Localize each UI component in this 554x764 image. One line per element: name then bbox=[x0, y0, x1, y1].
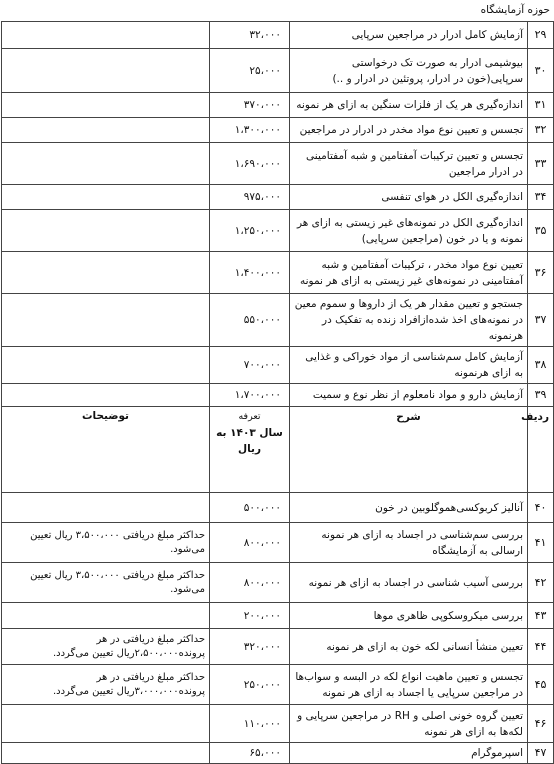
row-number: ۳۱ bbox=[528, 93, 554, 118]
row-description: تجسس و تعیین نوع مواد مخدر در ادرار در مراجعین bbox=[290, 118, 528, 143]
row-price: ۹۷۵،۰۰۰ bbox=[210, 185, 290, 210]
row-note bbox=[2, 49, 210, 93]
header-notes: توضیحات bbox=[2, 407, 210, 493]
table-row bbox=[2, 665, 554, 705]
table-header-row bbox=[2, 407, 554, 493]
row-number: ۴۳ bbox=[528, 603, 554, 629]
table-row bbox=[2, 629, 554, 665]
row-number: ۳۸ bbox=[528, 347, 554, 384]
row-price: ۵۵۰،۰۰۰ bbox=[210, 294, 290, 347]
row-description: تجسس و تعیین ترکیبات آمفتامین و شبه آمفتامینی در ادرار مراجعین bbox=[290, 143, 528, 185]
row-number: ۴۰ bbox=[528, 493, 554, 523]
row-number: ۴۲ bbox=[528, 563, 554, 603]
row-number: ۳۰ bbox=[528, 49, 554, 93]
row-description: اندازه‌گیری هر یک از فلزات سنگین به ازای هر نمونه bbox=[290, 93, 528, 118]
row-note: حداکثر مبلغ دریافتی ۳،۵۰۰،۰۰۰ ریال تعیین می‌شود. bbox=[2, 523, 210, 563]
header-description: شرح bbox=[290, 407, 528, 493]
row-price: ۸۰۰،۰۰۰ bbox=[210, 563, 290, 603]
row-description: آنالیز کربوکسی‌هموگلوبین در خون bbox=[290, 493, 528, 523]
row-number: ۳۶ bbox=[528, 252, 554, 294]
row-note: حداکثر مبلغ دریافتی در هر پرونده۲،۵۰۰،۰۰۰ریال تعیین می‌گردد. bbox=[2, 629, 210, 665]
row-number: ۳۷ bbox=[528, 294, 554, 347]
row-note bbox=[2, 743, 210, 764]
row-description: آزمایش کامل سم‌شناسی از مواد خوراکی و غذایی به ازای هرنمونه bbox=[290, 347, 528, 384]
row-price: ۳۷۰،۰۰۰ bbox=[210, 93, 290, 118]
row-description: تعیین نوع مواد مخدر ، ترکیبات آمفتامین و شبه آمفتامینی در نمونه‌های غیر زیستی به ازای هر نمونه bbox=[290, 252, 528, 294]
section-title: حوزه آزمایشگاه bbox=[480, 4, 550, 16]
tariff-table bbox=[1, 21, 554, 764]
table-row bbox=[2, 563, 554, 603]
row-note: حداکثر مبلغ دریافتی ۳،۵۰۰،۰۰۰ ریال تعیین می‌شود. bbox=[2, 563, 210, 603]
row-number: ۳۵ bbox=[528, 210, 554, 252]
table-row bbox=[2, 93, 554, 118]
row-note bbox=[2, 384, 210, 407]
row-price: ۶۵،۰۰۰ bbox=[210, 743, 290, 764]
row-price: ۱،۷۰۰،۰۰۰ bbox=[210, 384, 290, 407]
row-description: بیوشیمی ادرار به صورت تک درخواستی سرپایی(خون در ادرار، پروتئین در ادرار و ..) bbox=[290, 49, 528, 93]
row-price: ۱۱۰،۰۰۰ bbox=[210, 705, 290, 743]
row-description: تعیین گروه خونی اصلی و RH در مراجعین سرپایی و لکه‌ها به ازای هر نمونه bbox=[290, 705, 528, 743]
row-note bbox=[2, 294, 210, 347]
table-row bbox=[2, 118, 554, 143]
table-row bbox=[2, 523, 554, 563]
row-note bbox=[2, 493, 210, 523]
row-price: ۵۰۰،۰۰۰ bbox=[210, 493, 290, 523]
header-tariff-label: تعرفه bbox=[238, 411, 261, 422]
row-note bbox=[2, 603, 210, 629]
row-description: اندازه‌گیری الکل در نمونه‌های غیر زیستی به ازای هر نمونه و یا در خون (مراجعین سرپایی) bbox=[290, 210, 528, 252]
row-note: حداکثر مبلغ دریافتی در هر پرونده۳،۰۰۰،۰۰۰ریال تعیین می‌گردد. bbox=[2, 665, 210, 705]
row-number: ۴۶ bbox=[528, 705, 554, 743]
row-number: ۴۴ bbox=[528, 629, 554, 665]
row-number: ۳۹ bbox=[528, 384, 554, 407]
row-description: تجسس و تعیین ماهیت انواع لکه در البسه و سواب‌ها در مراجعین سرپایی یا اجساد به ازای هر نمونه bbox=[290, 665, 528, 705]
header-tariff bbox=[210, 407, 290, 493]
row-note bbox=[2, 185, 210, 210]
row-note bbox=[2, 252, 210, 294]
row-description: بررسی سم‌شناسی در اجساد به ازای هر نمونه ارسالی به آزمایشگاه bbox=[290, 523, 528, 563]
row-price: ۷۰۰،۰۰۰ bbox=[210, 347, 290, 384]
row-price: ۳۲۰،۰۰۰ bbox=[210, 629, 290, 665]
header-row-number: ردیف bbox=[528, 407, 554, 493]
table-row bbox=[2, 493, 554, 523]
row-price: ۲۵،۰۰۰ bbox=[210, 49, 290, 93]
row-price: ۳۲،۰۰۰ bbox=[210, 22, 290, 49]
row-description: اسپرموگرام bbox=[290, 743, 528, 764]
row-price: ۸۰۰،۰۰۰ bbox=[210, 523, 290, 563]
row-note bbox=[2, 210, 210, 252]
row-number: ۳۳ bbox=[528, 143, 554, 185]
table-row bbox=[2, 384, 554, 407]
table-row bbox=[2, 252, 554, 294]
table-row bbox=[2, 185, 554, 210]
row-description: اندازه‌گیری الکل در هوای تنفسی bbox=[290, 185, 528, 210]
header-tariff-year: سال ۱۴۰۳ به ریال bbox=[216, 427, 283, 455]
row-note bbox=[2, 93, 210, 118]
row-description: جستجو و تعیین مقدار هر یک از داروها و سموم معین در نمونه‌های اخذ شده‌ازافراد زنده به تفکیک در هرنمونه bbox=[290, 294, 528, 347]
row-price: ۱،۲۵۰،۰۰۰ bbox=[210, 210, 290, 252]
table-row bbox=[2, 347, 554, 384]
table-row bbox=[2, 210, 554, 252]
table-row bbox=[2, 49, 554, 93]
table-row bbox=[2, 294, 554, 347]
row-number: ۲۹ bbox=[528, 22, 554, 49]
row-number: ۳۲ bbox=[528, 118, 554, 143]
row-description: بررسی میکروسکوپی ظاهری موها bbox=[290, 603, 528, 629]
row-price: ۱،۴۰۰،۰۰۰ bbox=[210, 252, 290, 294]
row-note bbox=[2, 118, 210, 143]
row-description: تعیین منشأ انسانی لکه خون به ازای هر نمونه bbox=[290, 629, 528, 665]
table-row bbox=[2, 705, 554, 743]
table-row bbox=[2, 22, 554, 49]
row-price: ۲۵۰،۰۰۰ bbox=[210, 665, 290, 705]
row-number: ۴۱ bbox=[528, 523, 554, 563]
row-description: آزمایش کامل ادرار در مراجعین سرپایی bbox=[290, 22, 528, 49]
table-row bbox=[2, 743, 554, 764]
row-number: ۳۴ bbox=[528, 185, 554, 210]
row-number: ۴۵ bbox=[528, 665, 554, 705]
table-row bbox=[2, 143, 554, 185]
row-note bbox=[2, 143, 210, 185]
row-note bbox=[2, 22, 210, 49]
row-note bbox=[2, 347, 210, 384]
row-price: ۲۰۰،۰۰۰ bbox=[210, 603, 290, 629]
row-description: بررسی آسیب شناسی در اجساد به ازای هر نمونه bbox=[290, 563, 528, 603]
row-number: ۴۷ bbox=[528, 743, 554, 764]
row-description: آزمایش دارو و مواد نامعلوم از نظر نوع و سمیت bbox=[290, 384, 528, 407]
table-row bbox=[2, 603, 554, 629]
row-price: ۱،۶۹۰،۰۰۰ bbox=[210, 143, 290, 185]
row-price: ۱،۳۰۰،۰۰۰ bbox=[210, 118, 290, 143]
row-note bbox=[2, 705, 210, 743]
